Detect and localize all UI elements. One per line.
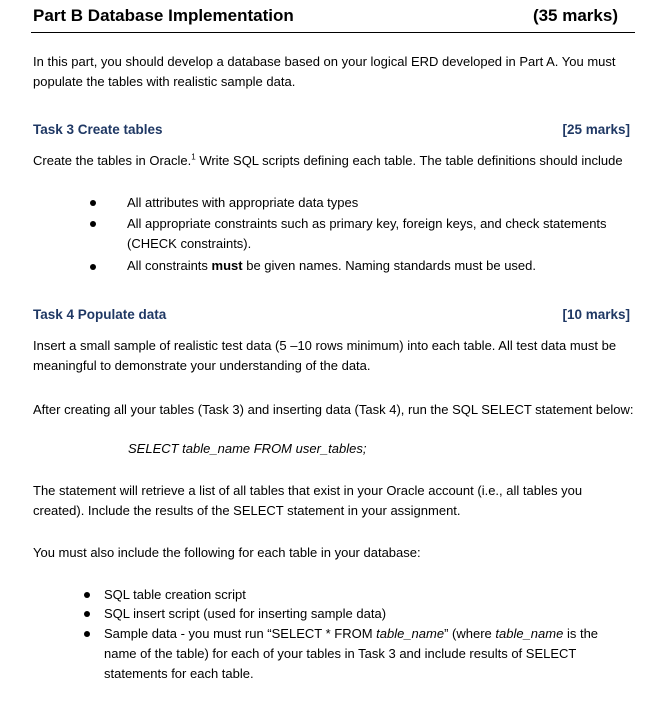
task4-desc-line-1: Insert a small sample of realistic test data (5 –10 rows minimum) into each table. All test data must be: [33, 338, 617, 353]
task4-description: [33, 336, 635, 376]
header-divider: [31, 32, 635, 33]
task3-bullet-2-line2: (CHECK constraints).: [127, 236, 252, 251]
include-bullet-3-line1: [104, 624, 634, 644]
bullet-dot: [84, 631, 90, 637]
b3-ital-2: table_name: [495, 626, 564, 641]
part-title: Part B Database Implementation: [33, 6, 294, 25]
task4-marks: [10 marks]: [562, 307, 630, 322]
task4-title: Task 4 Populate data: [33, 307, 167, 322]
part-marks: (35 marks): [532, 6, 618, 25]
task3-bullet-1: All attributes with appropriate data types: [127, 195, 359, 210]
task3-bullet-3-bold: must: [211, 258, 243, 273]
include-bullet-3: [104, 624, 634, 684]
retrieve-line-1: The statement will retrieve a list of all tables that exist in your Oracle account (i.e., all tables you: [33, 483, 583, 498]
include-bullet-2: SQL insert script (used for inserting sample data): [104, 606, 387, 621]
include-bullet-3-line3: statements for each table.: [104, 666, 254, 681]
bullet-dot: [84, 611, 90, 617]
bullet-dot: [90, 200, 96, 206]
task4-desc-line-2: meaningful to demonstrate your understanding of the data.: [33, 358, 371, 373]
b3-pre: Sample data - you must run “SELECT * FROM: [104, 626, 377, 641]
task3-marks: [25 marks]: [562, 122, 630, 137]
intro-paragraph: [33, 52, 635, 92]
task3-bullet-3: [127, 256, 536, 276]
retrieve-line-2: created). Include the results of the SELECT statement in your assignment.: [33, 503, 461, 518]
intro-line-1: In this part, you should develop a database based on your logical ERD developed in Part A. You must: [33, 54, 616, 69]
bullet-dot: [90, 264, 96, 270]
task3-desc-suffix: Write SQL scripts defining each table. The table definitions should include: [195, 153, 623, 168]
b3-post: is the: [563, 626, 599, 641]
include-bullet-1: SQL table creation script: [104, 587, 246, 602]
task3-bullet-3-pre: All constraints: [127, 258, 212, 273]
task3-description: [33, 151, 623, 171]
bullet-dot: [84, 592, 90, 598]
select-intro: After creating all your tables (Task 3) and inserting data (Task 4), run the SQL SELECT statement below:: [33, 402, 634, 417]
select-statement: SELECT table_name FROM user_tables;: [128, 441, 367, 456]
b3-mid: ” (where: [444, 626, 496, 641]
retrieve-paragraph: [33, 481, 635, 521]
task3-bullet-2-line1: All appropriate constraints such as primary key, foreign keys, and check statements: [127, 216, 607, 231]
footnote-marker: 1: [191, 152, 196, 162]
b3-ital-1: table_name: [376, 626, 445, 641]
include-bullet-3-line2: name of the table) for each of your tables in Task 3 and include results of SELECT: [104, 646, 577, 661]
include-intro: You must also include the following for each table in your database:: [33, 545, 421, 560]
bullet-dot: [90, 221, 96, 227]
task3-title: Task 3 Create tables: [33, 122, 163, 137]
task3-desc-prefix: Create the tables in Oracle.: [33, 153, 192, 168]
intro-line-2: populate the tables with realistic sample data.: [33, 74, 296, 89]
task3-bullet-3-post: be given names. Naming standards must be used.: [242, 258, 536, 273]
